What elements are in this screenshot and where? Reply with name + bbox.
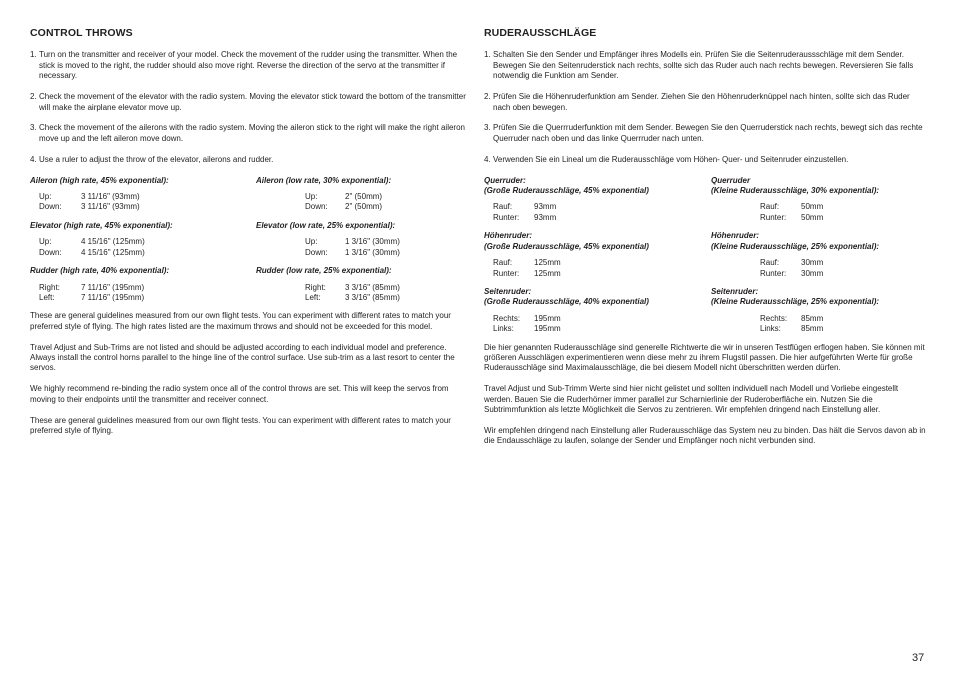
note-paragraph: These are general guidelines measured from our own flight tests. You can experiment with different rates to match your preferred style of flying.: [30, 415, 451, 436]
instruction-step: 4. Verwenden Sie ein Lineal um die Ruderausschläge vom Höhen- Quer- und Seitenruder einzustellen.: [484, 154, 849, 164]
instruction-list: [30, 50, 470, 165]
throw-block: [484, 176, 699, 224]
instruction-step: 3. Prüfen Sie die Querrruderfunktion mit dem Sender. Bewegen Sie den Querruderstick nach rechts, bewegt sich das rechte Querruder nach oben und das linke Querrruder nach unten.: [484, 123, 923, 143]
throw-row: Rauf: 125mm: [493, 258, 561, 268]
english-column: [30, 24, 470, 447]
throw-block: [256, 221, 470, 258]
throw-row: Runter: 125mm: [493, 268, 561, 278]
page-number: 37: [912, 652, 925, 664]
note-paragraph: These are general guidelines measured from our own flight tests. You can experiment with different rates to match your preferred style of flying. The high rates listed are the maximum throws and should not be exceeded for this model.: [30, 311, 451, 331]
throw-row: Up: 3 11/16" (93mm): [39, 192, 140, 202]
throw-row: Up: 2" (50mm): [305, 192, 383, 202]
german-column: [484, 24, 926, 457]
throw-block: [711, 287, 926, 335]
throw-block: [484, 231, 699, 279]
instruction-step: 2. Prüfen Sie die Höhenruderfunktion am Sender. Ziehen Sie den Höhenruderknüppel nach hinten, sollte sich das Ruder nach oben bewegen.: [484, 92, 910, 112]
throw-row: Right: 7 11/16" (195mm): [39, 282, 145, 292]
throw-row: Right: 3 3/16" (85mm): [305, 282, 400, 292]
throw-row: Left: 7 11/16" (195mm): [39, 292, 145, 302]
throws-table: [484, 176, 926, 343]
throw-row: Rechts: 85mm: [760, 313, 824, 323]
throw-block-title: Querruder: (Große Ruderausschläge, 45% exponential): [484, 175, 649, 196]
instruction-step: 3. Check the movement of the ailerons with the radio system. Moving the aileron stick to the right will make the right aileron move up and the left aileron move down.: [30, 123, 465, 143]
throw-block-title: Elevator (high rate, 45% exponential):: [30, 220, 173, 230]
throw-block: [484, 287, 699, 335]
throw-row: Left: 3 3/16" (85mm): [305, 292, 400, 302]
throw-block: [256, 176, 470, 213]
throw-block-title: Höhenruder: (Kleine Ruderausschläge, 25% exponential):: [711, 231, 880, 251]
instruction-step: 1. Schalten Sie den Sender und Empfänger ihres Modells ein. Prüfen Sie die Seitenruderaussschläge mit dem Sender. Bewegen Sie den Seitenruderstick nach rechts, sollte sich das Ruder auch nach rechts bewegen. Reversieren Sie falls notwendig die Funktion am Sender.: [484, 50, 914, 81]
throw-row: Down: 4 15/16" (125mm): [39, 247, 145, 257]
throw-block: [711, 176, 926, 224]
note-paragraph: Travel Adjust and Sub-Trims are not listed and should be adjusted according to each individual model and preference. Always install the control horns parallel to the hinge line of the control surface. Use sub-trim as a last resort to center the servos.: [30, 342, 455, 373]
throw-row: Up: 4 15/16" (125mm): [39, 237, 145, 247]
throw-row: Runter: 50mm: [760, 212, 824, 222]
throw-row: Up: 1 3/16" (30mm): [305, 237, 400, 247]
instruction-step: 1. Turn on the transmitter and receiver of your model. Check the movement of the rudder using the transmitter. When the stick is moved to the right, the rudder should also move right. Reverse the direction of the servo at the transmitter if necessary.: [30, 50, 458, 81]
throw-block: [30, 176, 244, 213]
throw-block: [711, 231, 926, 279]
instruction-step: 2. Check the movement of the elevator with the radio system. Moving the elevator stick toward the bottom of the transmitter will make the airplane elevator move up.: [30, 92, 466, 112]
throw-block-title: Rudder (low rate, 25% exponential):: [256, 266, 392, 276]
note-paragraph: Die hier genannten Ruderausschläge sind generelle Richtwerte die wir in unseren Testflügen erflogen haben. Sie können mit größeren Ausschlägen experimentieren wenn diese mehr zu ihrem Flugstil passen. Die hier aufgeführten Werte für große Ruderausschläge sind Maximalausschläge, die bei diesem Modell nicht überschritten werden dürfen.: [484, 342, 925, 373]
throw-block-title: Seitenruder: (Große Ruderausschläge, 40% exponential): [484, 286, 649, 307]
throw-block-title: Seitenruder: (Kleine Ruderausschläge, 25% exponential):: [711, 286, 880, 307]
throw-row: Rechts: 195mm: [493, 313, 561, 323]
instruction-step: 4. Use a ruler to adjust the throw of the elevator, ailerons and rudder.: [30, 154, 274, 164]
throw-row: Down: 3 11/16" (93mm): [39, 202, 140, 212]
note-paragraph: Wir empfehlen dringend nach Einstellung aller Ruderausschläge das System neu zu binden. Das hält die Servos davon ab in die Endausschläge zu laufen, solange der Sender und Empfänger noch nicht verbunden sind.: [484, 425, 926, 446]
throw-row: Links: 195mm: [493, 324, 561, 334]
throw-row: Links: 85mm: [760, 324, 824, 334]
note-paragraph: Travel Adjust und Sub-Trimm Werte sind hier nicht gelistet und sollten individuell nach Modell und Vorliebe eingestellt werden. Bauen Sie die Ruderhörner immer parallel zur Scharnierlinie der Ruderoberfläche ein. Nutzen Sie die Subtrimmfunktion als letzte Möglichkeit die Servos zu zentrieren. Wir empfehlen dringend nach Einstellung aller.: [484, 384, 899, 415]
throw-block-title: Höhenruder: (Große Ruderausschläge, 45% exponential): [484, 231, 649, 251]
instruction-list: [484, 50, 926, 165]
throw-row: Runter: 93mm: [493, 212, 557, 222]
throw-block-title: Aileron (low rate, 30% exponential):: [256, 175, 392, 185]
throw-row: Down: 1 3/16" (30mm): [305, 247, 400, 257]
throw-block: [256, 266, 470, 303]
throw-block-title: Rudder (high rate, 40% exponential):: [30, 266, 170, 276]
throw-block-title: Aileron (high rate, 45% exponential):: [30, 175, 169, 185]
throw-block-title: Elevator (low rate, 25% exponential):: [256, 220, 396, 230]
throw-block: [30, 221, 244, 258]
section-title: CONTROL THROWS: [30, 27, 133, 39]
section-title: RUDERAUSSCHLÄGE: [484, 27, 597, 39]
throw-row: Rauf: 93mm: [493, 202, 557, 212]
notes: [484, 343, 926, 447]
throw-row: Rauf: 50mm: [760, 202, 824, 212]
throw-row: Rauf: 30mm: [760, 258, 824, 268]
throw-row: Runter: 30mm: [760, 268, 824, 278]
throw-block: [30, 266, 244, 303]
throw-row: Down: 2" (50mm): [305, 202, 383, 212]
throw-block-title: Querruder (Kleine Ruderausschläge, 30% exponential):: [711, 175, 880, 196]
note-paragraph: We highly recommend re-binding the radio system once all of the control throws are set. This will keep the servos from moving to their endpoints until the transmitter and receiver connect.: [30, 384, 449, 404]
throws-table: [30, 176, 470, 312]
notes: [30, 311, 470, 436]
